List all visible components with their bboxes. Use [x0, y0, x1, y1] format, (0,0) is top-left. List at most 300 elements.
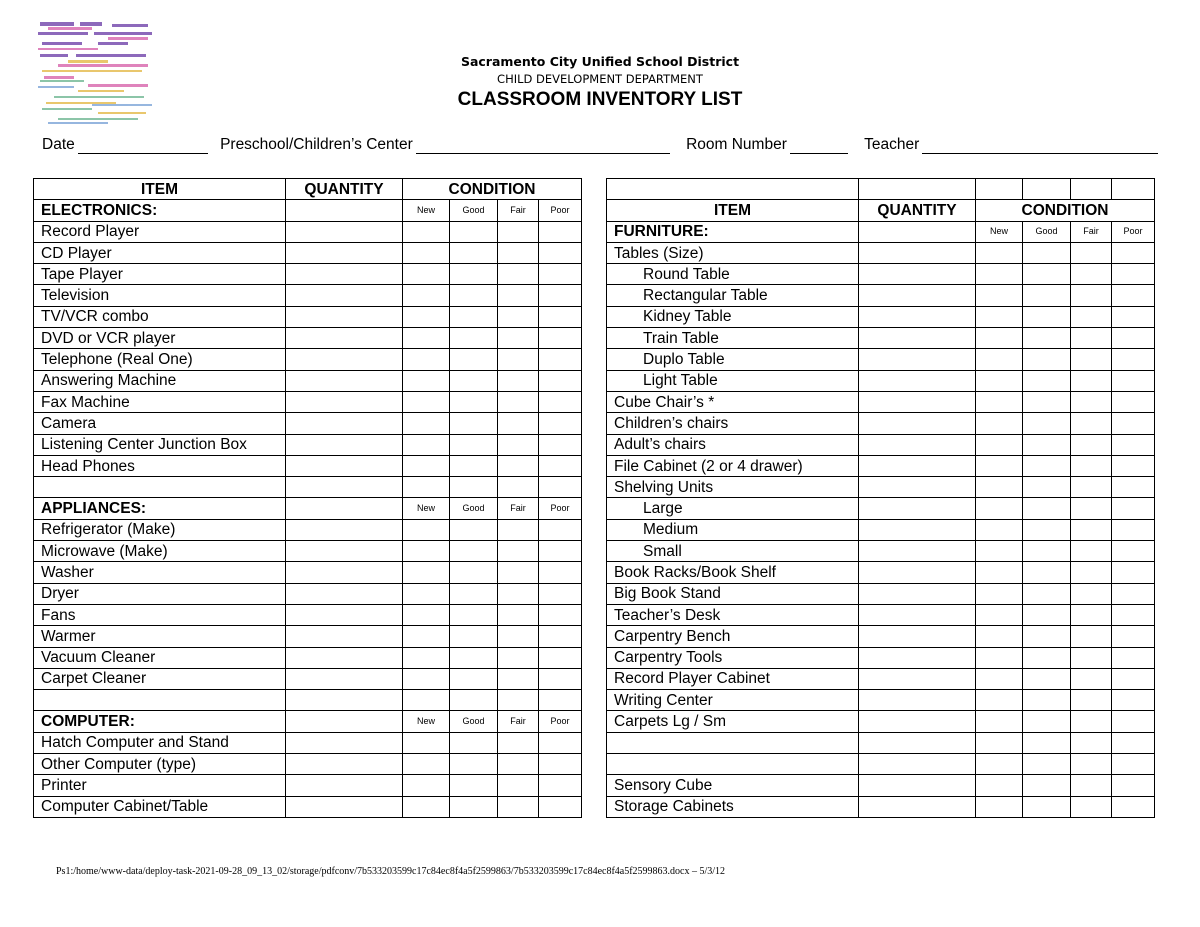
fair-condition-cell[interactable] — [498, 242, 539, 263]
quantity-cell[interactable] — [859, 370, 976, 391]
good-condition-cell[interactable] — [450, 391, 498, 412]
new-condition-cell[interactable] — [403, 796, 450, 817]
new-condition-cell[interactable] — [403, 285, 450, 306]
fair-condition-cell[interactable] — [1071, 370, 1112, 391]
new-condition-cell[interactable] — [403, 434, 450, 455]
quantity-cell[interactable] — [286, 668, 403, 689]
fair-condition-cell[interactable] — [498, 328, 539, 349]
fair-condition-cell[interactable] — [498, 647, 539, 668]
good-condition-cell[interactable] — [450, 242, 498, 263]
good-condition-cell[interactable] — [450, 519, 498, 540]
table-row — [607, 413, 1155, 434]
new-condition-cell[interactable] — [976, 541, 1023, 562]
new-condition-cell[interactable] — [403, 306, 450, 327]
quantity-cell[interactable] — [286, 285, 403, 306]
good-condition-cell[interactable] — [1023, 562, 1071, 583]
new-condition-cell[interactable] — [976, 477, 1023, 498]
poor-condition-cell[interactable] — [1112, 242, 1155, 263]
quantity-cell[interactable] — [286, 562, 403, 583]
poor-condition-cell[interactable] — [1112, 647, 1155, 668]
poor-condition-cell[interactable] — [1112, 391, 1155, 412]
poor-condition-cell[interactable] — [539, 754, 582, 775]
poor-condition-cell[interactable] — [1112, 349, 1155, 370]
good-condition-cell[interactable] — [450, 455, 498, 476]
fair-condition-cell[interactable] — [1071, 264, 1112, 285]
good-condition-cell[interactable] — [450, 775, 498, 796]
fair-condition-cell[interactable] — [1071, 796, 1112, 817]
poor-condition-cell[interactable] — [1112, 604, 1155, 625]
poor-condition-cell[interactable] — [539, 370, 582, 391]
item-label: Cube Chair’s * — [607, 391, 859, 412]
poor-condition-cell[interactable] — [539, 604, 582, 625]
new-condition-cell[interactable] — [403, 775, 450, 796]
new-condition-cell[interactable] — [403, 562, 450, 583]
poor-condition-cell[interactable] — [539, 519, 582, 540]
fair-condition-cell[interactable] — [1071, 732, 1112, 753]
new-condition-cell[interactable] — [976, 647, 1023, 668]
poor-condition-cell[interactable] — [1112, 562, 1155, 583]
table-row — [34, 647, 582, 668]
fair-condition-cell[interactable] — [498, 221, 539, 242]
new-condition-cell[interactable] — [403, 391, 450, 412]
poor-condition-cell[interactable] — [539, 242, 582, 263]
fair-condition-cell[interactable] — [498, 626, 539, 647]
item-label: Vacuum Cleaner — [34, 647, 286, 668]
new-condition-cell[interactable] — [403, 583, 450, 604]
quantity-cell[interactable] — [286, 541, 403, 562]
poor-condition-cell[interactable] — [1112, 306, 1155, 327]
new-condition-cell[interactable] — [403, 604, 450, 625]
new-condition-cell[interactable] — [976, 370, 1023, 391]
poor-condition-cell[interactable] — [1112, 285, 1155, 306]
new-condition-cell[interactable] — [976, 306, 1023, 327]
new-condition-cell[interactable] — [976, 498, 1023, 519]
fair-condition-cell[interactable] — [1071, 775, 1112, 796]
fair-condition-cell[interactable] — [1071, 434, 1112, 455]
poor-condition-cell[interactable] — [539, 477, 582, 498]
new-condition-cell[interactable] — [976, 690, 1023, 711]
fair-condition-cell[interactable] — [498, 604, 539, 625]
fair-condition-cell[interactable] — [498, 349, 539, 370]
good-condition-cell[interactable] — [1023, 604, 1071, 625]
poor-condition-cell[interactable] — [1112, 796, 1155, 817]
table-row — [34, 391, 582, 412]
quantity-cell[interactable] — [286, 200, 403, 221]
table-row — [34, 434, 582, 455]
poor-condition-cell[interactable] — [1112, 541, 1155, 562]
table-row — [607, 604, 1155, 625]
blank-header-cell — [976, 179, 1023, 200]
fair-condition-cell[interactable] — [1071, 285, 1112, 306]
quantity-cell[interactable] — [859, 541, 976, 562]
new-condition-cell[interactable] — [976, 626, 1023, 647]
good-condition-cell[interactable] — [1023, 711, 1071, 732]
good-condition-cell[interactable] — [450, 626, 498, 647]
poor-condition-cell[interactable] — [1112, 264, 1155, 285]
fair-condition-cell[interactable] — [498, 732, 539, 753]
new-condition-cell[interactable] — [403, 519, 450, 540]
item-label: Microwave (Make) — [34, 541, 286, 562]
quantity-cell[interactable] — [286, 775, 403, 796]
condition-column-header: CONDITION — [403, 179, 582, 200]
fair-condition-cell[interactable] — [1071, 306, 1112, 327]
blank-header-cell — [1112, 179, 1155, 200]
fair-condition-cell[interactable] — [1071, 455, 1112, 476]
item-label: Refrigerator (Make) — [34, 519, 286, 540]
quantity-cell[interactable] — [859, 306, 976, 327]
new-condition-cell[interactable] — [403, 455, 450, 476]
fair-condition-cell[interactable] — [1071, 754, 1112, 775]
fair-condition-cell[interactable] — [498, 264, 539, 285]
quantity-cell[interactable] — [286, 413, 403, 434]
quantity-cell[interactable] — [286, 349, 403, 370]
fair-condition-cell[interactable] — [1071, 519, 1112, 540]
new-condition-cell[interactable] — [976, 583, 1023, 604]
good-condition-cell[interactable] — [450, 562, 498, 583]
quantity-cell[interactable] — [859, 604, 976, 625]
good-condition-cell[interactable] — [1023, 242, 1071, 263]
good-condition-cell[interactable] — [450, 370, 498, 391]
poor-condition-cell[interactable] — [1112, 775, 1155, 796]
fair-condition-cell[interactable] — [498, 370, 539, 391]
good-condition-cell[interactable] — [450, 690, 498, 711]
poor-condition-cell[interactable] — [539, 285, 582, 306]
quantity-cell[interactable] — [286, 328, 403, 349]
new-condition-cell[interactable] — [976, 391, 1023, 412]
quantity-cell[interactable] — [286, 264, 403, 285]
good-condition-cell[interactable] — [1023, 328, 1071, 349]
quantity-cell[interactable] — [859, 264, 976, 285]
fair-condition-cell[interactable] — [1071, 391, 1112, 412]
poor-condition-cell[interactable] — [539, 732, 582, 753]
good-condition-cell[interactable] — [1023, 775, 1071, 796]
item-label: Teacher’s Desk — [607, 604, 859, 625]
poor-condition-cell[interactable] — [1112, 434, 1155, 455]
poor-condition-cell[interactable] — [539, 221, 582, 242]
new-condition-cell[interactable] — [403, 647, 450, 668]
new-condition-cell[interactable] — [403, 754, 450, 775]
fair-condition-cell[interactable] — [498, 519, 539, 540]
good-condition-cell[interactable] — [1023, 583, 1071, 604]
new-condition-cell[interactable] — [976, 775, 1023, 796]
table-row — [607, 179, 1155, 200]
new-condition-cell[interactable] — [403, 370, 450, 391]
quantity-cell[interactable] — [286, 732, 403, 753]
new-condition-cell[interactable] — [976, 668, 1023, 689]
fair-condition-cell[interactable] — [498, 775, 539, 796]
good-condition-cell[interactable] — [450, 349, 498, 370]
fair-condition-cell[interactable] — [498, 306, 539, 327]
table-row — [34, 732, 582, 753]
good-condition-cell[interactable] — [1023, 541, 1071, 562]
poor-condition-cell[interactable] — [539, 647, 582, 668]
fair-condition-label: Fair — [1071, 221, 1112, 242]
new-condition-cell[interactable] — [976, 604, 1023, 625]
fair-condition-cell[interactable] — [498, 285, 539, 306]
poor-condition-cell[interactable] — [1112, 690, 1155, 711]
fair-condition-cell[interactable] — [498, 668, 539, 689]
fair-condition-cell[interactable] — [1071, 328, 1112, 349]
quantity-cell[interactable] — [286, 391, 403, 412]
fair-condition-cell[interactable] — [1071, 498, 1112, 519]
new-condition-cell[interactable] — [403, 732, 450, 753]
fair-condition-cell[interactable] — [498, 413, 539, 434]
poor-condition-cell[interactable] — [1112, 498, 1155, 519]
fair-condition-cell[interactable] — [1071, 647, 1112, 668]
quantity-cell[interactable] — [286, 306, 403, 327]
good-condition-cell[interactable] — [450, 647, 498, 668]
quantity-cell[interactable] — [859, 711, 976, 732]
district-name: Sacramento City Unified School District — [460, 54, 740, 69]
new-condition-cell[interactable] — [403, 413, 450, 434]
new-condition-cell[interactable] — [403, 242, 450, 263]
new-condition-cell[interactable] — [403, 541, 450, 562]
poor-condition-cell[interactable] — [1112, 455, 1155, 476]
good-condition-label: Good — [450, 711, 498, 732]
poor-condition-cell[interactable] — [539, 434, 582, 455]
quantity-cell[interactable] — [286, 519, 403, 540]
quantity-cell[interactable] — [859, 754, 976, 775]
quantity-cell[interactable] — [859, 562, 976, 583]
quantity-cell[interactable] — [286, 498, 403, 519]
good-condition-cell[interactable] — [450, 306, 498, 327]
new-condition-cell[interactable] — [403, 626, 450, 647]
good-condition-cell[interactable] — [1023, 754, 1071, 775]
good-condition-cell[interactable] — [1023, 647, 1071, 668]
new-condition-cell[interactable] — [403, 221, 450, 242]
new-condition-cell[interactable] — [976, 754, 1023, 775]
fair-condition-cell[interactable] — [1071, 668, 1112, 689]
quantity-cell[interactable] — [286, 690, 403, 711]
fair-condition-cell[interactable] — [1071, 477, 1112, 498]
good-condition-cell[interactable] — [450, 583, 498, 604]
new-condition-cell[interactable] — [976, 711, 1023, 732]
poor-condition-cell[interactable] — [1112, 626, 1155, 647]
good-condition-cell[interactable] — [1023, 434, 1071, 455]
poor-condition-cell[interactable] — [539, 328, 582, 349]
poor-condition-cell[interactable] — [1112, 328, 1155, 349]
poor-condition-cell[interactable] — [539, 264, 582, 285]
new-condition-cell[interactable] — [976, 455, 1023, 476]
table-row — [34, 604, 582, 625]
poor-condition-cell[interactable] — [539, 391, 582, 412]
good-condition-cell[interactable] — [1023, 285, 1071, 306]
poor-condition-cell[interactable] — [539, 583, 582, 604]
good-condition-cell[interactable] — [1023, 370, 1071, 391]
poor-condition-cell[interactable] — [1112, 519, 1155, 540]
new-condition-cell[interactable] — [976, 434, 1023, 455]
new-condition-cell[interactable] — [976, 264, 1023, 285]
room-field[interactable] — [790, 139, 848, 154]
table-row — [34, 455, 582, 476]
poor-condition-cell[interactable] — [539, 668, 582, 689]
quantity-cell[interactable] — [286, 434, 403, 455]
good-condition-cell[interactable] — [1023, 391, 1071, 412]
fair-condition-cell[interactable] — [498, 754, 539, 775]
quantity-cell[interactable] — [859, 413, 976, 434]
quantity-cell[interactable] — [286, 477, 403, 498]
fair-condition-cell[interactable] — [1071, 562, 1112, 583]
quantity-cell[interactable] — [286, 583, 403, 604]
quantity-cell[interactable] — [286, 455, 403, 476]
poor-condition-cell[interactable] — [1112, 668, 1155, 689]
quantity-cell[interactable] — [859, 583, 976, 604]
item-label: Kidney Table — [607, 306, 859, 327]
good-condition-cell[interactable] — [1023, 519, 1071, 540]
quantity-cell[interactable] — [859, 647, 976, 668]
poor-condition-cell[interactable] — [1112, 370, 1155, 391]
new-condition-cell[interactable] — [403, 668, 450, 689]
quantity-cell[interactable] — [286, 626, 403, 647]
quantity-cell[interactable] — [859, 796, 976, 817]
new-condition-cell[interactable] — [976, 796, 1023, 817]
new-condition-cell[interactable] — [403, 477, 450, 498]
good-condition-cell[interactable] — [450, 264, 498, 285]
poor-condition-cell[interactable] — [539, 690, 582, 711]
new-condition-cell[interactable] — [976, 413, 1023, 434]
fair-condition-cell[interactable] — [498, 541, 539, 562]
quantity-cell[interactable] — [286, 711, 403, 732]
item-label: Listening Center Junction Box — [34, 434, 286, 455]
quantity-cell[interactable] — [859, 455, 976, 476]
fair-condition-cell[interactable] — [1071, 541, 1112, 562]
good-condition-cell[interactable] — [1023, 796, 1071, 817]
poor-condition-cell[interactable] — [539, 796, 582, 817]
poor-condition-cell[interactable] — [1112, 583, 1155, 604]
good-condition-cell[interactable] — [1023, 306, 1071, 327]
good-condition-cell[interactable] — [450, 732, 498, 753]
new-condition-cell[interactable] — [976, 349, 1023, 370]
fair-condition-cell[interactable] — [1071, 711, 1112, 732]
quantity-cell[interactable] — [859, 328, 976, 349]
good-condition-cell[interactable] — [450, 285, 498, 306]
poor-condition-cell[interactable] — [539, 562, 582, 583]
new-condition-cell[interactable] — [976, 242, 1023, 263]
good-condition-cell[interactable] — [1023, 626, 1071, 647]
poor-condition-cell[interactable] — [1112, 711, 1155, 732]
good-condition-cell[interactable] — [450, 434, 498, 455]
good-condition-cell[interactable] — [1023, 668, 1071, 689]
fair-condition-cell[interactable] — [1071, 413, 1112, 434]
good-condition-cell[interactable] — [1023, 690, 1071, 711]
fair-condition-cell[interactable] — [1071, 604, 1112, 625]
new-condition-cell[interactable] — [976, 732, 1023, 753]
fair-condition-cell[interactable] — [1071, 583, 1112, 604]
fair-condition-cell[interactable] — [498, 477, 539, 498]
quantity-column-header: QUANTITY — [859, 200, 976, 221]
fair-condition-cell[interactable] — [498, 434, 539, 455]
fair-condition-cell[interactable] — [1071, 349, 1112, 370]
quantity-cell[interactable] — [859, 221, 976, 242]
poor-condition-cell[interactable] — [539, 455, 582, 476]
quantity-cell[interactable] — [859, 349, 976, 370]
new-condition-cell[interactable] — [403, 690, 450, 711]
good-condition-cell[interactable] — [450, 796, 498, 817]
quantity-cell[interactable] — [286, 604, 403, 625]
quantity-cell[interactable] — [286, 370, 403, 391]
quantity-cell[interactable] — [286, 796, 403, 817]
quantity-cell[interactable] — [859, 690, 976, 711]
quantity-cell[interactable] — [859, 519, 976, 540]
table-row — [34, 477, 582, 498]
poor-condition-cell[interactable] — [1112, 732, 1155, 753]
good-condition-cell[interactable] — [1023, 732, 1071, 753]
new-condition-cell[interactable] — [976, 328, 1023, 349]
good-condition-cell[interactable] — [450, 668, 498, 689]
new-condition-cell[interactable] — [403, 264, 450, 285]
good-condition-cell[interactable] — [1023, 477, 1071, 498]
poor-condition-cell[interactable] — [539, 541, 582, 562]
good-condition-cell[interactable] — [450, 413, 498, 434]
item-label — [34, 477, 286, 498]
quantity-cell[interactable] — [286, 754, 403, 775]
good-condition-cell[interactable] — [450, 221, 498, 242]
fair-condition-cell[interactable] — [498, 690, 539, 711]
good-condition-cell[interactable] — [450, 754, 498, 775]
new-condition-cell[interactable] — [976, 562, 1023, 583]
good-condition-cell[interactable] — [1023, 455, 1071, 476]
quantity-cell[interactable] — [286, 242, 403, 263]
fair-condition-cell[interactable] — [498, 562, 539, 583]
quantity-cell[interactable] — [859, 391, 976, 412]
quantity-cell[interactable] — [859, 285, 976, 306]
poor-condition-cell[interactable] — [539, 349, 582, 370]
fair-condition-cell[interactable] — [498, 455, 539, 476]
quantity-cell[interactable] — [286, 221, 403, 242]
poor-condition-cell[interactable] — [539, 413, 582, 434]
date-field[interactable] — [78, 139, 208, 154]
new-condition-cell[interactable] — [403, 349, 450, 370]
good-condition-cell[interactable] — [1023, 413, 1071, 434]
quantity-cell[interactable] — [859, 775, 976, 796]
good-condition-cell[interactable] — [450, 541, 498, 562]
poor-condition-cell[interactable] — [1112, 754, 1155, 775]
quantity-cell[interactable] — [859, 626, 976, 647]
good-condition-cell[interactable] — [450, 477, 498, 498]
poor-condition-cell[interactable] — [1112, 413, 1155, 434]
center-field[interactable] — [416, 139, 670, 154]
fair-condition-cell[interactable] — [498, 796, 539, 817]
quantity-cell[interactable] — [286, 647, 403, 668]
teacher-field[interactable] — [922, 139, 1158, 154]
good-condition-cell[interactable] — [1023, 498, 1071, 519]
quantity-cell[interactable] — [859, 242, 976, 263]
good-condition-cell[interactable] — [1023, 349, 1071, 370]
fair-condition-cell[interactable] — [1071, 242, 1112, 263]
new-condition-cell[interactable] — [976, 285, 1023, 306]
poor-condition-cell[interactable] — [539, 626, 582, 647]
condition-column-header: CONDITION — [976, 200, 1155, 221]
poor-condition-cell[interactable] — [539, 306, 582, 327]
new-condition-cell[interactable] — [403, 328, 450, 349]
fair-condition-cell[interactable] — [498, 583, 539, 604]
item-label: Light Table — [607, 370, 859, 391]
quantity-cell[interactable] — [859, 668, 976, 689]
good-condition-cell[interactable] — [450, 604, 498, 625]
poor-condition-cell[interactable] — [1112, 477, 1155, 498]
fair-condition-cell[interactable] — [1071, 690, 1112, 711]
quantity-cell[interactable] — [859, 498, 976, 519]
good-condition-cell[interactable] — [450, 328, 498, 349]
poor-condition-cell[interactable] — [539, 775, 582, 796]
quantity-cell[interactable] — [859, 434, 976, 455]
good-condition-cell[interactable] — [1023, 264, 1071, 285]
fair-condition-cell[interactable] — [498, 391, 539, 412]
quantity-cell[interactable] — [859, 477, 976, 498]
fair-condition-cell[interactable] — [1071, 626, 1112, 647]
quantity-cell[interactable] — [859, 732, 976, 753]
new-condition-cell[interactable] — [976, 519, 1023, 540]
